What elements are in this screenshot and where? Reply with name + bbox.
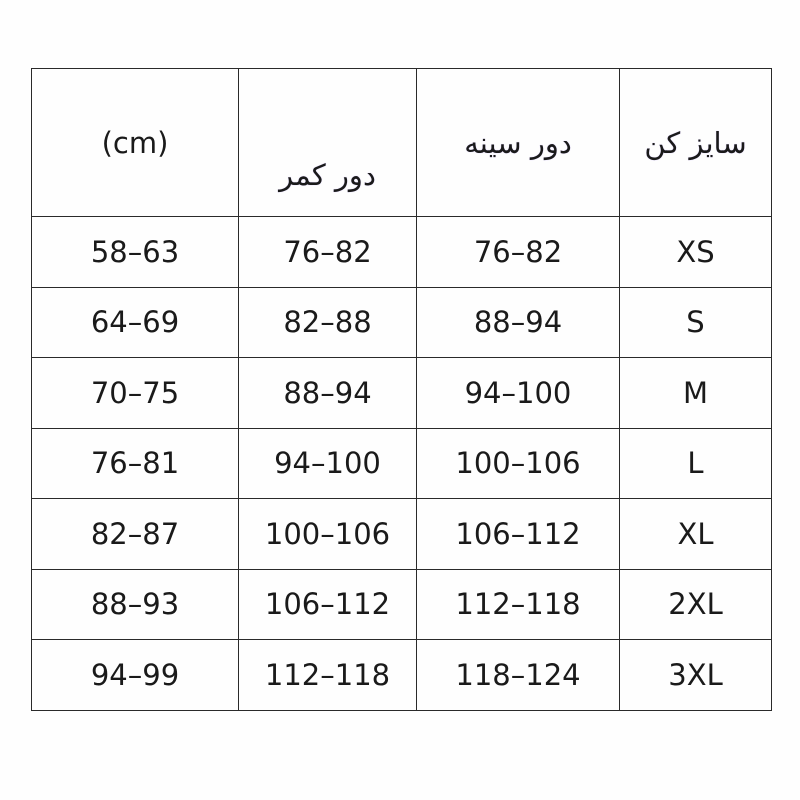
header-unit: (cm) <box>32 69 239 217</box>
table-cell: L <box>620 428 772 499</box>
table-cell: 94–100 <box>417 358 620 429</box>
table-cell: XL <box>620 499 772 570</box>
table-cell: 76–81 <box>32 428 239 499</box>
header-chest: دور سینه <box>417 69 620 217</box>
table-cell: 94–99 <box>32 640 239 711</box>
table-cell: 70–75 <box>32 358 239 429</box>
table-cell: 58–63 <box>32 217 239 288</box>
table-cell: XS <box>620 217 772 288</box>
header-row <box>32 69 772 217</box>
table-cell: 64–69 <box>32 287 239 358</box>
table-row <box>32 640 772 711</box>
table-cell: 76–82 <box>239 217 417 288</box>
table-cell: 100–106 <box>239 499 417 570</box>
table-cell: 94–100 <box>239 428 417 499</box>
table-cell: 118–124 <box>417 640 620 711</box>
table-cell: 76–82 <box>417 217 620 288</box>
table-cell: 82–87 <box>32 499 239 570</box>
table-cell: 2XL <box>620 569 772 640</box>
header-waist: دور کمر <box>239 69 417 217</box>
table-cell: 3XL <box>620 640 772 711</box>
table-cell: S <box>620 287 772 358</box>
table-cell: 106–112 <box>417 499 620 570</box>
table-row <box>32 358 772 429</box>
table-row <box>32 217 772 288</box>
table-cell: 112–118 <box>417 569 620 640</box>
size-table <box>31 68 772 711</box>
table-row <box>32 499 772 570</box>
table-row <box>32 428 772 499</box>
table-cell: 100–106 <box>417 428 620 499</box>
table-cell: 88–93 <box>32 569 239 640</box>
table-cell: 88–94 <box>417 287 620 358</box>
table-cell: 106–112 <box>239 569 417 640</box>
table-cell: 88–94 <box>239 358 417 429</box>
header-size: سایز کن <box>620 69 772 217</box>
table-cell: M <box>620 358 772 429</box>
table-cell: 112–118 <box>239 640 417 711</box>
table-cell: 82–88 <box>239 287 417 358</box>
table-row <box>32 287 772 358</box>
table-row <box>32 569 772 640</box>
size-chart <box>31 68 771 710</box>
